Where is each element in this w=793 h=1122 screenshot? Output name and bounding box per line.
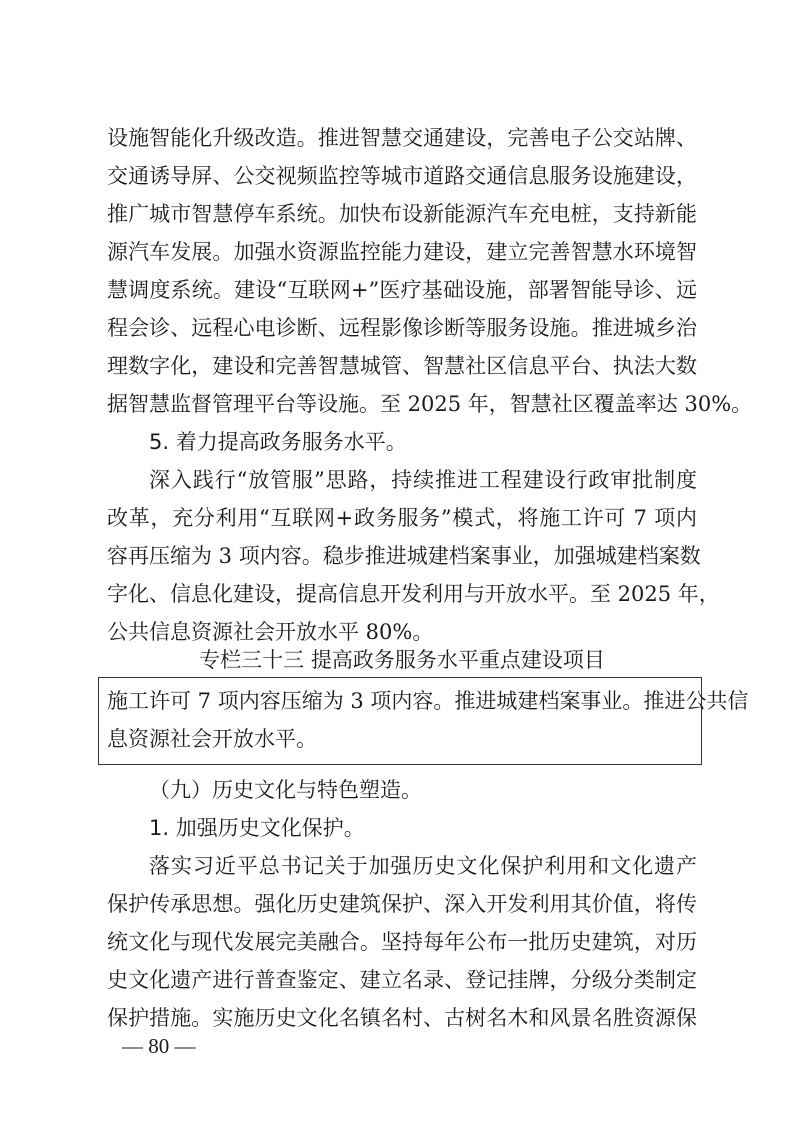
subheading-government-services: 5. 着力提高政务服务水平。 xyxy=(149,430,407,454)
section-heading-history-culture: （九）历史文化与特色塑造。 xyxy=(149,778,422,802)
text-line: 史文化遗产进行普查鉴定、建立名录、登记挂牌，分级分类制定 xyxy=(107,968,697,992)
text-line: 字化、信息化建设，提高信息开发利用与开放水平。至 2025 年， xyxy=(107,582,720,606)
text-line: 改革，充分利用“互联网+政务服务”模式，将施工许可 7 项内 xyxy=(107,506,697,530)
text-line: 据智慧监督管理平台等设施。至 2025 年，智慧社区覆盖率达 30%。 xyxy=(107,392,753,416)
text-line: 落实习近平总书记关于加强历史文化保护利用和文化遗产 xyxy=(149,854,697,878)
project-box xyxy=(98,677,749,765)
box-text-line: 息资源社会开放水平。 xyxy=(107,727,317,751)
text-line: 推广城市智慧停车系统。加快布设新能源汽车充电桩，支持新能 xyxy=(107,202,697,226)
text-line: 公共信息资源社会开放水平 80%。 xyxy=(107,620,434,644)
text-line: 源汽车发展。加强水资源监控能力建设，建立完善智慧水环境智 xyxy=(107,240,697,264)
page-number: — 80 — xyxy=(122,1034,196,1058)
text-line: 慧调度系统。建设“互联网+”医疗基础设施，部署智能导诊、远 xyxy=(107,278,697,302)
text-line: 深入践行“放管服”思路，持续推进工程建设行政审批制度 xyxy=(149,468,697,492)
box-title: 专栏三十三 提高政务服务水平重点建设项目 xyxy=(199,648,605,672)
text-line: 程会诊、远程心电诊断、远程影像诊断等服务设施。推进城乡治 xyxy=(107,316,697,340)
subheading-history-protection: 1. 加强历史文化保护。 xyxy=(149,816,365,840)
text-line: 保护传承思想。强化历史建筑保护、深入开发利用其价值，将传 xyxy=(107,892,697,916)
text-line: 统文化与现代发展完美融合。坚持每年公布一批历史建筑，对历 xyxy=(107,930,697,954)
text-line: 设施智能化升级改造。推进智慧交通建设，完善电子公交站牌、 xyxy=(107,126,697,150)
text-line: 容再压缩为 3 项内容。稳步推进城建档案事业，加强城建档案数 xyxy=(107,544,701,568)
text-line: 保护措施。实施历史文化名镇名村、古树名木和风景名胜资源保 xyxy=(107,1006,697,1030)
text-line: 交通诱导屏、公交视频监控等城市道路交通信息服务设施建设， xyxy=(107,164,697,188)
text-line: 理数字化，建设和完善智慧城管、智慧社区信息平台、执法大数 xyxy=(107,354,697,378)
box-text-line: 施工许可 7 项内容压缩为 3 项内容。推进城建档案事业。推进公共信 xyxy=(107,689,749,713)
